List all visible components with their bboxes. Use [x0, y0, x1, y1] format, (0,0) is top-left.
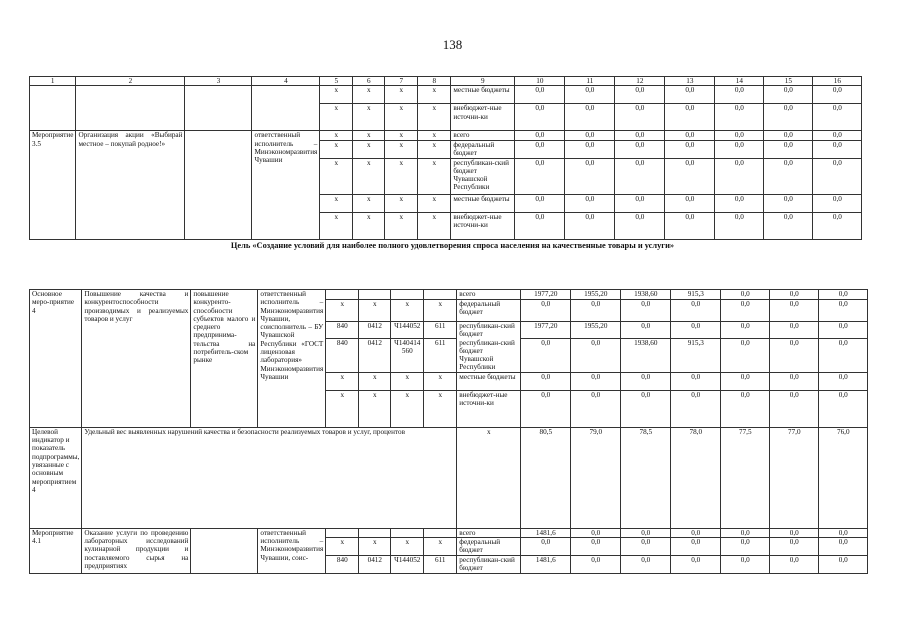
- header-cell: 6: [353, 77, 385, 86]
- indicator-text: Удельный вес выявленных нарушений качества и безопасности реализуемых товаров и услуг, процентов: [82, 427, 457, 528]
- header-cell: 12: [615, 77, 665, 86]
- header-cell: 11: [565, 77, 615, 86]
- header-cell: 9: [451, 77, 515, 86]
- header-cell: 3: [185, 77, 252, 86]
- header-cell: 2: [76, 77, 185, 86]
- table-row: x x x x местные бюджеты 0,0 0,0 0,0 0,0 0,0 0,0 0,0: [30, 372, 868, 390]
- source-label: всего: [451, 131, 515, 140]
- source-label: внебюджет-ные источни-ки: [457, 390, 521, 427]
- table-row: 840 0412 Ч144052 611 республикан-ский бюджет 1977,20 1955,20 0,0 0,0 0,0 0,0 0,0: [30, 322, 868, 339]
- table-row: x x x x федеральный бюджет 0,0 0,0 0,0 0,0 0,0 0,0 0,0: [30, 140, 862, 158]
- measure-executor: ответственный исполнитель – Минэкономразвития Чувашии: [252, 131, 320, 239]
- table-row: Основное меро-приятие 4 Повышение качества и конкурентоспособности производимых и реализуемых товаров и услуг повышение конкуренто-способности субъектов малого и среднего предпринима-тельства на потребитель-ском рынке ответственный исполнитель – Минэкономразвития Чувашии, соисполнитель – БУ Чувашской Республики «ГОСТ лицензовая лаборатория» Минэкономразвития Чувашии всего 1977,20 1955,20 1938,60 915,3 0,0 0,0 0,0: [30, 290, 868, 300]
- source-label: республикан-ский бюджет Чувашской Республики: [451, 158, 515, 194]
- header-row: [30, 77, 862, 86]
- header-cell: 7: [385, 77, 418, 86]
- source-label: федеральный бюджет: [457, 538, 521, 556]
- header-cell: 14: [715, 77, 764, 86]
- source-label: федеральный бюджет: [451, 140, 515, 158]
- measure-title: Повышение качества и конкурентоспособности производимых и реализуемых товаров и услуг: [82, 290, 191, 428]
- source-label: республикан-ский бюджет: [457, 556, 521, 574]
- table-row: x x x x федеральный бюджет 0,0 0,0 0,0 0,0 0,0 0,0 0,0: [30, 300, 868, 322]
- table-row: x x x x местные бюджеты 0,0 0,0 0,0 0,0 0,0 0,0 0,0: [30, 194, 862, 212]
- header-cell: 15: [764, 77, 813, 86]
- header-cell: 13: [665, 77, 715, 86]
- budget-table-top: [29, 76, 862, 240]
- source-label: местные бюджеты: [457, 372, 521, 390]
- measure-executor: ответственный исполнитель – Минэкономразвития Чувашии, соисполнитель – БУ Чувашской Республики «ГОСТ лицензовая лаборатория» Минэкономразвития Чувашии: [258, 290, 326, 428]
- table-row: 840 0412 Ч144052 611 республикан-ский бюджет 1481,6 0,0 0,0 0,0 0,0 0,0 0,0: [30, 556, 868, 574]
- header-cell: 16: [813, 77, 862, 86]
- header-cell: 1: [30, 77, 76, 86]
- header-cell: 5: [320, 77, 353, 86]
- table-row: 840 0412 Ч140414 560 611 республикан-ский бюджет Чувашской Республики 0,0 0,0 1938,60 915,3 0,0 0,0 0,0: [30, 339, 868, 373]
- source-label: местные бюджеты: [451, 86, 515, 104]
- indicator-row: Целевой индикатор и показатель подпрограммы, увязанные с основным мероприятием 4 Удельный вес выявленных нарушений качества и безопасности реализуемых товаров и услуг, процентов x 80,5 79,0 78,5 78,0 77,5 77,0 76,0: [30, 427, 868, 528]
- table-row: Мероприятие 4.1 Оказание услуги по проведению лабораторных исследований кулинарной продукции и поставляемого сырья на предприятиях ответственный исполнитель – Минэкономразвития Чувашии, соис- всего 1481,6 0,0 0,0 0,0 0,0 0,0 0,0: [30, 528, 868, 537]
- table-row: x x x x федеральный бюджет 0,0 0,0 0,0 0,0 0,0 0,0 0,0: [30, 538, 868, 556]
- budget-table-bottom: [29, 289, 868, 574]
- source-label: федеральный бюджет: [457, 300, 521, 322]
- goal-heading: Цель «Создание условий для наиболее полного удовлетворения спроса населения на качественные товары и услуги»: [230, 241, 675, 250]
- measure-name: Мероприятие 3.5: [30, 131, 76, 239]
- header-cell: 4: [252, 77, 320, 86]
- table-row: x x x x внебюджет-ные источни-ки 0,0 0,0 0,0 0,0 0,0 0,0 0,0: [30, 390, 868, 427]
- table-row: x x x x внебюджет-ные источни-ки 0,0 0,0 0,0 0,0 0,0 0,0 0,0: [30, 104, 862, 131]
- table-row: Мероприятие 3.5 Организация акции «Выбирай местное – покупай родное!» ответственный исполнитель – Минэкономразвития Чувашии x x x x всего 0,0 0,0 0,0 0,0 0,0 0,0 0,0: [30, 131, 862, 140]
- table-row: x x x x внебюджет-ные источни-ки 0,0 0,0 0,0 0,0 0,0 0,0 0,0: [30, 212, 862, 239]
- source-label: всего: [457, 528, 521, 537]
- measure-executor: ответственный исполнитель – Минэкономразвития Чувашии, соис-: [258, 528, 326, 573]
- measure-name: Основное меро-приятие 4: [30, 290, 82, 428]
- source-label: всего: [457, 290, 521, 300]
- table-row: x x x x местные бюджеты 0,0 0,0 0,0 0,0 0,0 0,0 0,0: [30, 86, 862, 104]
- source-label: внебюджет-ные источни-ки: [451, 212, 515, 239]
- source-label: республикан-ский бюджет Чувашской Республики: [457, 339, 521, 373]
- indicator-name: Целевой индикатор и показатель подпрограммы, увязанные с основным мероприятием 4: [30, 427, 82, 528]
- source-label: республикан-ский бюджет: [457, 322, 521, 339]
- source-label: внебюджет-ные источни-ки: [451, 104, 515, 131]
- measure-goal: повышение конкуренто-способности субъектов малого и среднего предпринима-тельства на потребитель-ском рынке: [191, 290, 258, 428]
- header-cell: 10: [515, 77, 565, 86]
- header-cell: 8: [418, 77, 451, 86]
- measure-title: Оказание услуги по проведению лабораторных исследований кулинарной продукции и поставляемого сырья на предприятиях: [82, 528, 191, 573]
- measure-title: Организация акции «Выбирай местное – покупай родное!»: [76, 131, 185, 239]
- table-row: x x x x республикан-ский бюджет Чувашской Республики 0,0 0,0 0,0 0,0 0,0 0,0 0,0: [30, 158, 862, 194]
- source-label: местные бюджеты: [451, 194, 515, 212]
- measure-name: Мероприятие 4.1: [30, 528, 82, 573]
- page-number: 138: [442, 37, 463, 52]
